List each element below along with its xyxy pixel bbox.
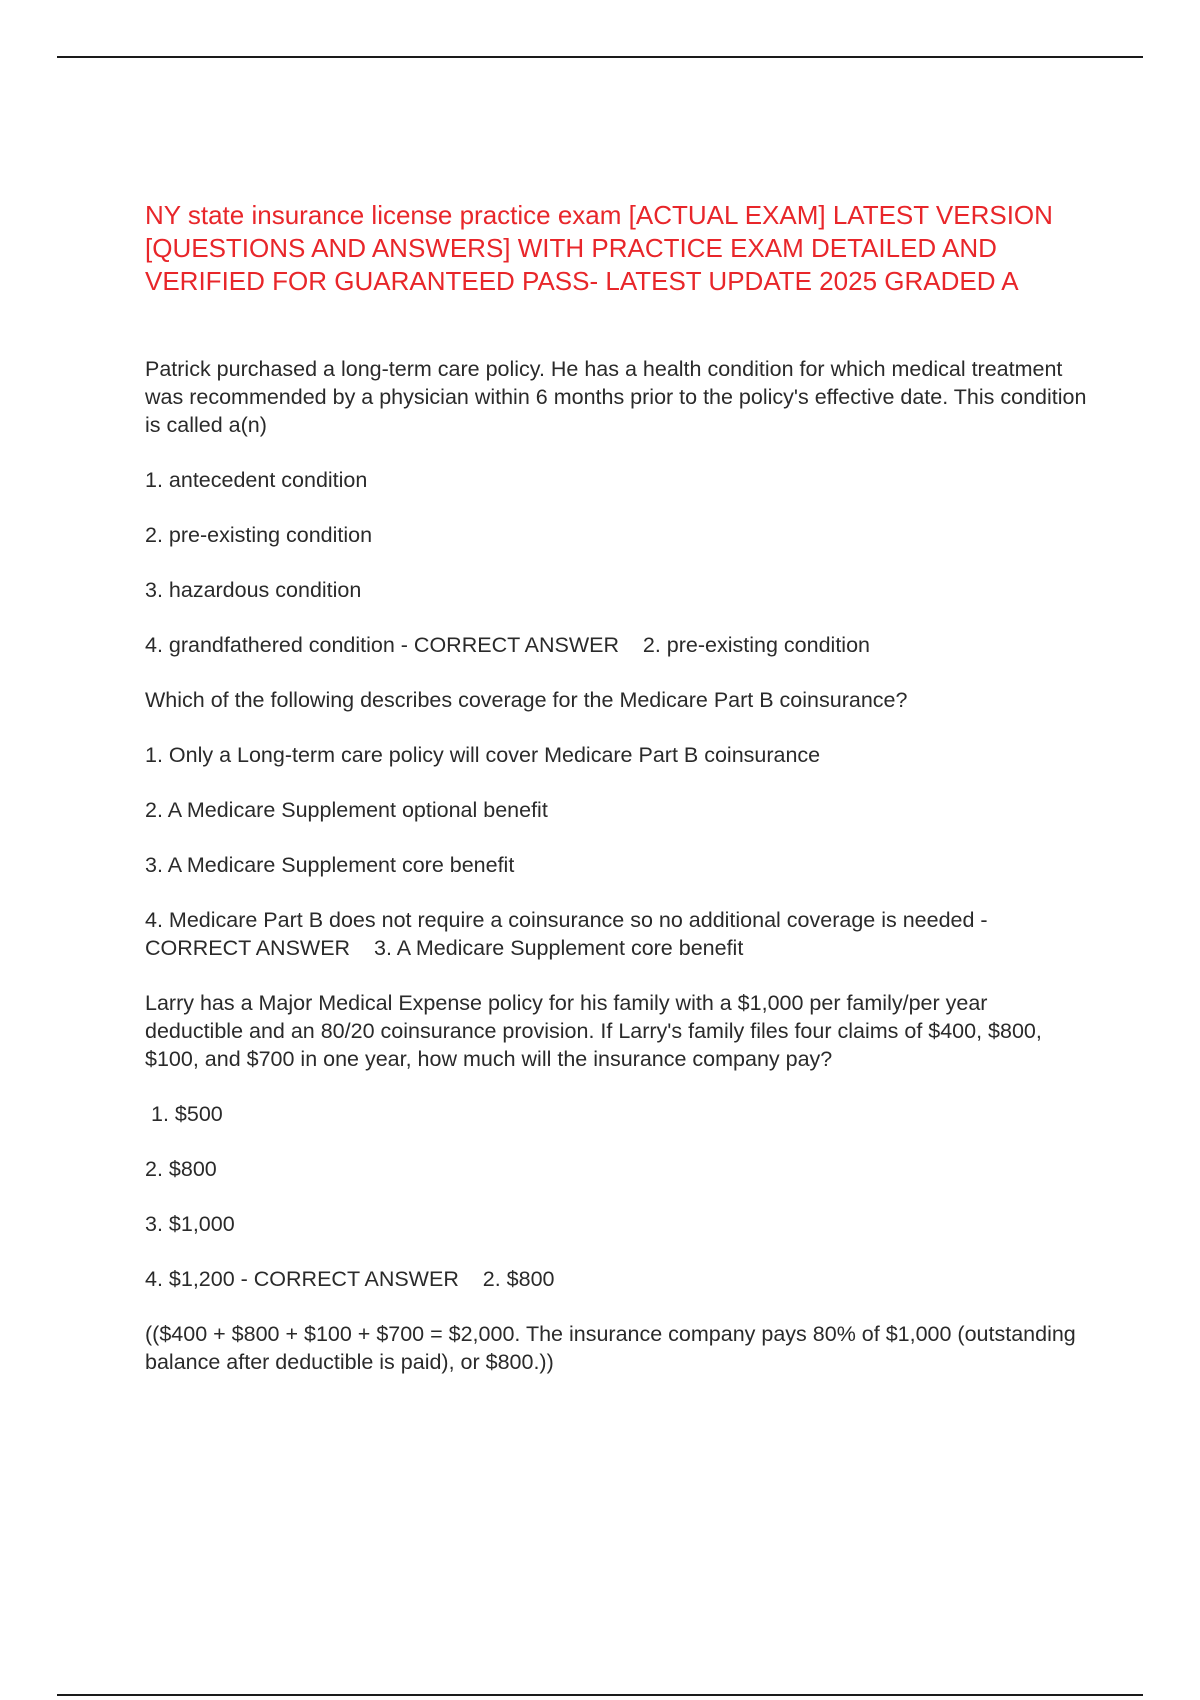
document-title: NY state insurance license practice exam [ACTUAL EXAM] LATEST VERSION [QUESTIONS AND ANSWERS] WITH PRACTICE EXAM DETAILED AND VERIFIED FOR GUARANTEED PASS- LATEST UPDATE 2025 GRADED A xyxy=(145,200,1053,296)
answer-option: 2. A Medicare Supplement optional benefit xyxy=(145,798,548,822)
correct-answer: 2. $800 xyxy=(482,1267,555,1291)
answer-option: 4. $1,200 - CORRECT ANSWER xyxy=(145,1267,459,1291)
answer-option: 4. grandfathered condition - CORRECT ANSWER xyxy=(145,633,619,657)
question-2 xyxy=(145,686,1090,962)
question-prompt: Patrick purchased a long-term care policy. He has a health condition for which medical treatment was recommended by a physician within 6 months prior to the policy's effective date. This condition is called a(n) xyxy=(145,357,1087,437)
bottom-rule xyxy=(57,1694,1143,1696)
answer-option: 4. Medicare Part B does not require a coinsurance so no additional coverage is needed - CORRECT ANSWER xyxy=(145,908,988,960)
answer-option: 3. $1,000 xyxy=(145,1212,235,1236)
top-rule xyxy=(57,56,1143,58)
answer-option: 3. A Medicare Supplement core benefit xyxy=(145,853,515,877)
answer-option: 1. $500 xyxy=(151,1102,223,1126)
question-prompt: Larry has a Major Medical Expense policy for his family with a $1,000 per family/per year deductible and an 80/20 coinsurance provision. If Larry's family files four claims of $400, $800, $100, and $700 in one year, how much will the insurance company pay? xyxy=(145,991,1042,1071)
correct-answer: 3. A Medicare Supplement core benefit xyxy=(373,936,744,960)
answer-option: 3. hazardous condition xyxy=(145,578,362,602)
document-body xyxy=(145,199,1090,1403)
question-3 xyxy=(145,989,1090,1376)
answer-option: 1. Only a Long-term care policy will cover Medicare Part B coinsurance xyxy=(145,743,821,767)
answer-option: 1. antecedent condition xyxy=(145,468,368,492)
question-1 xyxy=(145,355,1090,659)
answer-option-with-correct-answer xyxy=(145,631,1090,659)
answer-option-with-correct-answer xyxy=(145,906,1090,962)
answer-explanation: (($400 + $800 + $100 + $700 = $2,000. The insurance company pays 80% of $1,000 (outstanding balance after deductible is paid), or $800.)) xyxy=(145,1322,1076,1374)
answer-option: 2. $800 xyxy=(145,1157,217,1181)
correct-answer: 2. pre-existing condition xyxy=(642,633,870,657)
answer-option-with-correct-answer xyxy=(145,1265,1090,1293)
answer-option: 2. pre-existing condition xyxy=(145,523,373,547)
question-prompt: Which of the following describes coverage for the Medicare Part B coinsurance? xyxy=(145,688,908,712)
